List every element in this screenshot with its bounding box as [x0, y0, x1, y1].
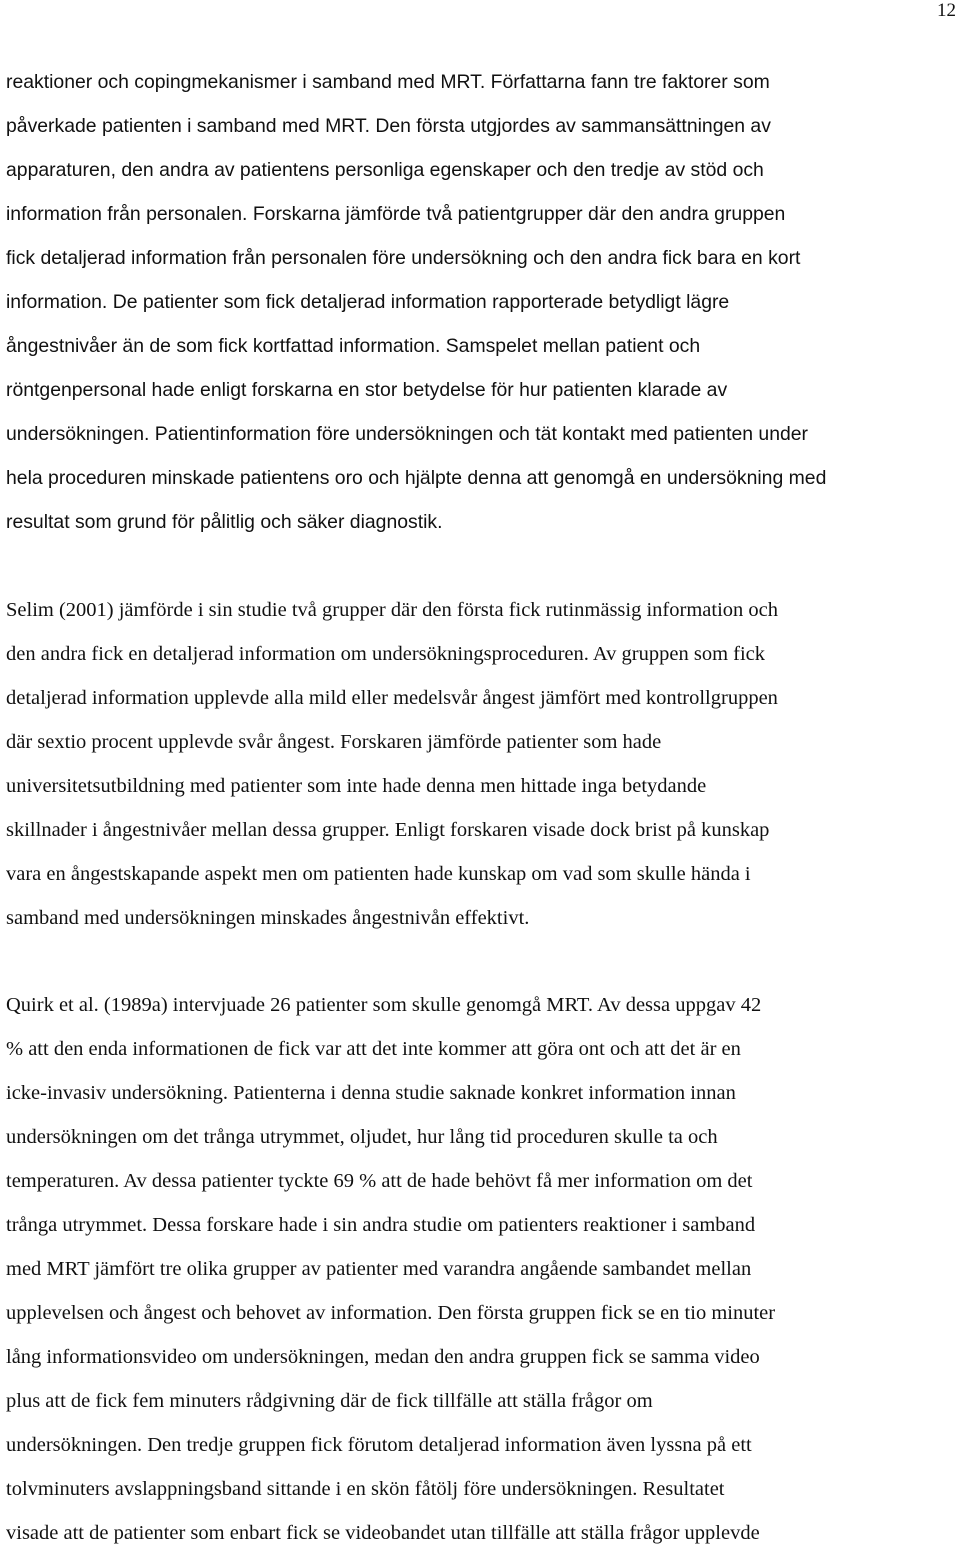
paragraph-3: [6, 983, 958, 1555]
text-line: plus att de fick fem minuters rådgivning där de fick tillfälle att ställa frågor om: [6, 1390, 653, 1412]
text-line: hela proceduren minskade patientens oro och hjälpte denna att genomgå en undersökning med: [6, 467, 827, 489]
text-line: Selim (2001) jämförde i sin studie två grupper där den första fick rutinmässig information och: [6, 598, 778, 621]
text-line: den andra fick en detaljerad information om undersökningsproceduren. Av gruppen som fick: [6, 642, 766, 665]
paragraph-1: [6, 60, 958, 544]
text-line: där sextio procent upplevde svår ångest. Forskaren jämförde patienter som hade: [6, 730, 662, 753]
text-line: undersökningen. Patientinformation före undersökningen och tät kontakt med patienten under: [6, 423, 809, 445]
text-line: temperaturen. Av dessa patienter tyckte 69 % att de hade behövt få mer information om det: [6, 1170, 753, 1192]
text-line: information från personalen. Forskarna jämförde två patientgrupper där den andra gruppen: [6, 203, 786, 225]
text-line: apparaturen, den andra av patientens personliga egenskaper och den tredje av stöd och: [6, 159, 764, 181]
text-line: lång informationsvideo om undersökningen, medan den andra gruppen fick se samma video: [6, 1346, 760, 1368]
text-line: resultat som grund för pålitlig och säker diagnostik.: [6, 511, 443, 533]
text-line: reaktioner och copingmekanismer i samband med MRT. Författarna fann tre faktorer som: [6, 71, 770, 93]
text-line: Quirk et al. (1989a) intervjuade 26 patienter som skulle genomgå MRT. Av dessa uppgav 42: [6, 994, 762, 1016]
text-line: detaljerad information upplevde alla mild eller medelsvår ångest jämfört med kontrollgruppen: [6, 686, 778, 709]
text-line: tolvminuters avslappningsband sittande i en skön fåtölj före undersökningen. Resultatet: [6, 1478, 725, 1500]
text-line: visade att de patienter som enbart fick se videobandet utan tillfälle att ställa frågor upplevde: [6, 1522, 760, 1544]
text-line: samband med undersökningen minskades ångestnivån effektivt.: [6, 906, 530, 929]
text-line: fick detaljerad information från personalen före undersökning och den andra fick bara en kort: [6, 247, 801, 269]
text-line: skillnader i ångestnivåer mellan dessa grupper. Enligt forskaren visade dock brist på kunskap: [6, 818, 770, 841]
text-line: icke-invasiv undersökning. Patienterna i denna studie saknade konkret information innan: [6, 1082, 736, 1104]
text-line: ångestnivåer än de som fick kortfattad information. Samspelet mellan patient och: [6, 335, 701, 357]
page-number: 12: [937, 0, 956, 21]
text-line: röntgenpersonal hade enligt forskarna en stor betydelse för hur patienten klarade av: [6, 379, 728, 401]
text-line: påverkade patienten i samband med MRT. Den första utgjordes av sammansättningen av: [6, 115, 771, 137]
text-line: universitetsutbildning med patienter som inte hade denna men hittade inga betydande: [6, 774, 707, 797]
text-line: information. De patienter som fick detaljerad information rapporterade betydligt lägre: [6, 291, 730, 313]
paragraph-2: [6, 588, 958, 940]
paragraph-gap: [6, 544, 958, 588]
text-line: undersökningen om det trånga utrymmet, oljudet, hur lång tid proceduren skulle ta och: [6, 1126, 718, 1148]
text-line: upplevelsen och ångest och behovet av information. Den första gruppen fick se en tio minuter: [6, 1302, 776, 1324]
paragraph-gap: [6, 940, 958, 984]
text-line: med MRT jämfört tre olika grupper av patienter med varandra angående sambandet mellan: [6, 1258, 752, 1280]
document-body: [6, 60, 958, 1555]
text-line: trånga utrymmet. Dessa forskare hade i sin andra studie om patienters reaktioner i samband: [6, 1214, 756, 1236]
text-line: % att den enda informationen de fick var att det inte kommer att göra ont och att det är en: [6, 1038, 741, 1060]
text-line: vara en ångestskapande aspekt men om patienten hade kunskap om vad som skulle hända i: [6, 862, 751, 885]
text-line: undersökningen. Den tredje gruppen fick förutom detaljerad information även lyssna på ett: [6, 1434, 752, 1456]
